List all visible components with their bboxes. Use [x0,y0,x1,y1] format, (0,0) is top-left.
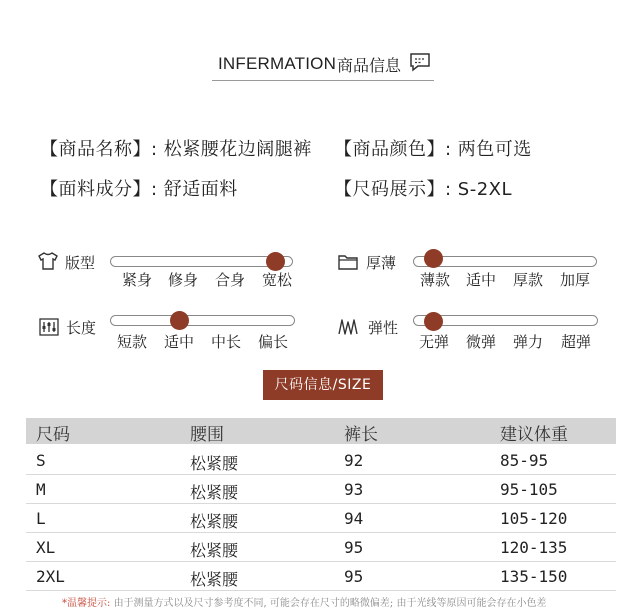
cell-waist: 松紧腰 [190,512,239,531]
table-row [26,446,616,475]
product-fabric: 【面料成分】: 舒适面料 [40,179,238,200]
fit-option: 宽松 [261,271,292,289]
elasticity-option: 无弹 [418,333,449,351]
cell-size: L [36,509,46,528]
length-slider-knob [170,311,189,330]
elasticity-option: 超弹 [560,333,591,351]
cell-weight: 85-95 [500,451,549,470]
size-notice [62,594,546,609]
attr-label-elasticity: 弹性 [368,319,399,337]
fit-option: 紧身 [121,271,152,289]
cell-size: S [36,451,46,470]
length-option: 适中 [163,333,194,351]
cell-length: 94 [344,509,364,528]
header-title: INFERMATION [218,54,337,73]
cell-size: XL [36,538,56,557]
cell-waist: 松紧腰 [190,541,239,560]
column-header-size: 尺码 [36,425,70,445]
chat-bubble-icon [409,52,431,76]
thickness-option: 加厚 [559,271,590,289]
length-icon [39,318,59,340]
fit-option: 合身 [214,271,245,289]
length-option: 短款 [116,333,147,351]
elasticity-slider-knob [424,312,443,331]
stretch-icon [338,318,358,340]
length-option: 偏长 [257,333,288,351]
cell-weight: 105-120 [500,509,568,528]
cell-weight: 135-150 [500,567,568,586]
header-divider [212,80,434,81]
attr-label-fit: 版型 [65,254,96,272]
column-header-weight: 建议体重 [500,425,568,445]
product-name: 【商品名称】: 松紧腰花边阔腿裤 [40,139,312,160]
notice-label: *温馨提示: [62,598,111,609]
column-header-length: 裤长 [344,425,378,445]
table-row [26,475,616,504]
section-header [0,52,640,82]
column-header-waist: 腰围 [190,425,224,445]
elasticity-option: 微弹 [465,333,496,351]
folder-icon [338,253,358,274]
length-option: 中长 [210,333,241,351]
elasticity-option: 弹力 [512,333,543,351]
product-color: 【商品颜色】: 两色可选 [334,139,532,160]
tshirt-icon [38,252,58,274]
cell-weight: 95-105 [500,480,558,499]
cell-length: 93 [344,480,364,499]
attr-label-length: 长度 [66,319,97,337]
length-slider-track [110,315,295,326]
notice-text: 由于测量方式以及尺寸参考度不同, 可能会存在尺寸的略微偏差; 由于光线等原因可能会存在小色差 [113,598,547,609]
attr-label-thickness: 厚薄 [366,254,397,272]
fit-option: 修身 [167,271,198,289]
cell-length: 95 [344,567,364,586]
thickness-option: 厚款 [512,271,543,289]
cell-size: M [36,480,46,499]
table-row [26,504,616,533]
cell-length: 95 [344,538,364,557]
thickness-slider-knob [424,249,443,268]
table-row [26,562,616,591]
product-sizes: 【尺码展示】: S-2XL [334,179,513,200]
size-info-badge: 尺码信息/SIZE [263,370,383,400]
cell-length: 92 [344,451,364,470]
table-row [26,533,616,562]
thickness-option: 薄款 [419,271,450,289]
cell-weight: 120-135 [500,538,568,557]
thickness-option: 适中 [465,271,496,289]
header-subtitle: 商品信息 [337,56,402,75]
cell-waist: 松紧腰 [190,570,239,589]
cell-waist: 松紧腰 [190,454,239,473]
cell-waist: 松紧腰 [190,483,239,502]
cell-size: 2XL [36,567,65,586]
size-table-header [26,418,616,444]
